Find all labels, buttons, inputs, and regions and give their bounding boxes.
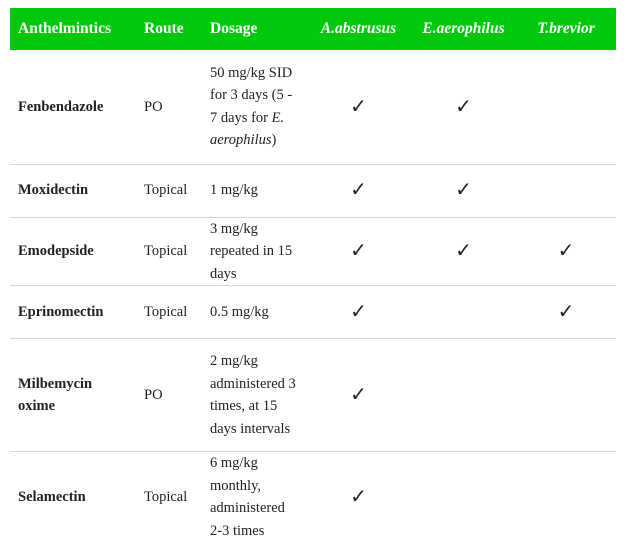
checkmark-icon: ✓ [306, 217, 411, 286]
checkmark-icon: ✓ [516, 217, 616, 286]
table-row [10, 217, 616, 286]
drug-name: Moxidectin [10, 164, 136, 217]
dosage-cell [202, 339, 306, 452]
dosage-text-end: ) [271, 132, 277, 149]
dosage-cell [202, 286, 306, 339]
checkmark-icon: ✓ [306, 164, 411, 217]
header-row [10, 8, 616, 50]
table-row [10, 50, 616, 164]
header-route: Route [136, 8, 202, 50]
dosage-species-italic: E. aerophilus [210, 109, 285, 149]
checkmark-icon: ✓ [306, 339, 411, 452]
dosage-cell [202, 50, 306, 164]
checkmark-icon [516, 50, 616, 164]
checkmark-icon [411, 452, 516, 543]
table-row [10, 452, 616, 543]
table-row [10, 339, 616, 452]
checkmark-icon: ✓ [306, 286, 411, 339]
anthelmintics-table [10, 8, 616, 542]
route-cell: PO [136, 50, 202, 164]
dosage-text: 0.5 mg/kg [210, 303, 269, 320]
route-cell: PO [136, 339, 202, 452]
checkmark-icon: ✓ [306, 50, 411, 164]
dosage-text: 3 mg/kg repeated in 15 days [210, 220, 293, 282]
drug-name: Eprinomectin [10, 286, 136, 339]
dosage-text: 2 mg/kg administered 3 times, at 15 days intervals [210, 353, 296, 437]
checkmark-icon: ✓ [411, 164, 516, 217]
checkmark-icon [516, 339, 616, 452]
dosage-text: 1 mg/kg [210, 182, 258, 199]
header-species-3: T.brevior [516, 8, 616, 50]
table-row [10, 286, 616, 339]
checkmark-icon [516, 452, 616, 543]
checkmark-icon: ✓ [516, 286, 616, 339]
drug-name: Emodepside [10, 217, 136, 286]
header-species-2: E.aerophilus [411, 8, 516, 50]
checkmark-icon [516, 164, 616, 217]
header-dosage: Dosage [202, 8, 306, 50]
checkmark-icon [411, 339, 516, 452]
checkmark-icon [411, 286, 516, 339]
route-cell: Topical [144, 488, 188, 505]
dosage-text: 50 mg/kg SID for 3 days (5 - 7 days for [210, 64, 293, 126]
checkmark-icon: ✓ [411, 50, 516, 164]
dosage-cell [202, 452, 306, 543]
route-cell: Topical [136, 164, 202, 217]
drug-name: Selamectin [18, 488, 86, 505]
header-anthelmintics: Anthelmintics [10, 8, 136, 50]
dosage-cell [202, 217, 306, 286]
dosage-cell [202, 164, 306, 217]
checkmark-icon: ✓ [411, 217, 516, 286]
header-species-1: A.abstrusus [306, 8, 411, 50]
route-cell: Topical [136, 217, 202, 286]
dosage-text: 6 mg/kg monthly, administered 2-3 times [210, 455, 285, 539]
drug-name: Milbemycin oxime [10, 339, 136, 452]
table-row [10, 164, 616, 217]
checkmark-icon: ✓ [350, 485, 367, 508]
route-cell: Topical [136, 286, 202, 339]
drug-name: Fenbendazole [10, 50, 136, 164]
